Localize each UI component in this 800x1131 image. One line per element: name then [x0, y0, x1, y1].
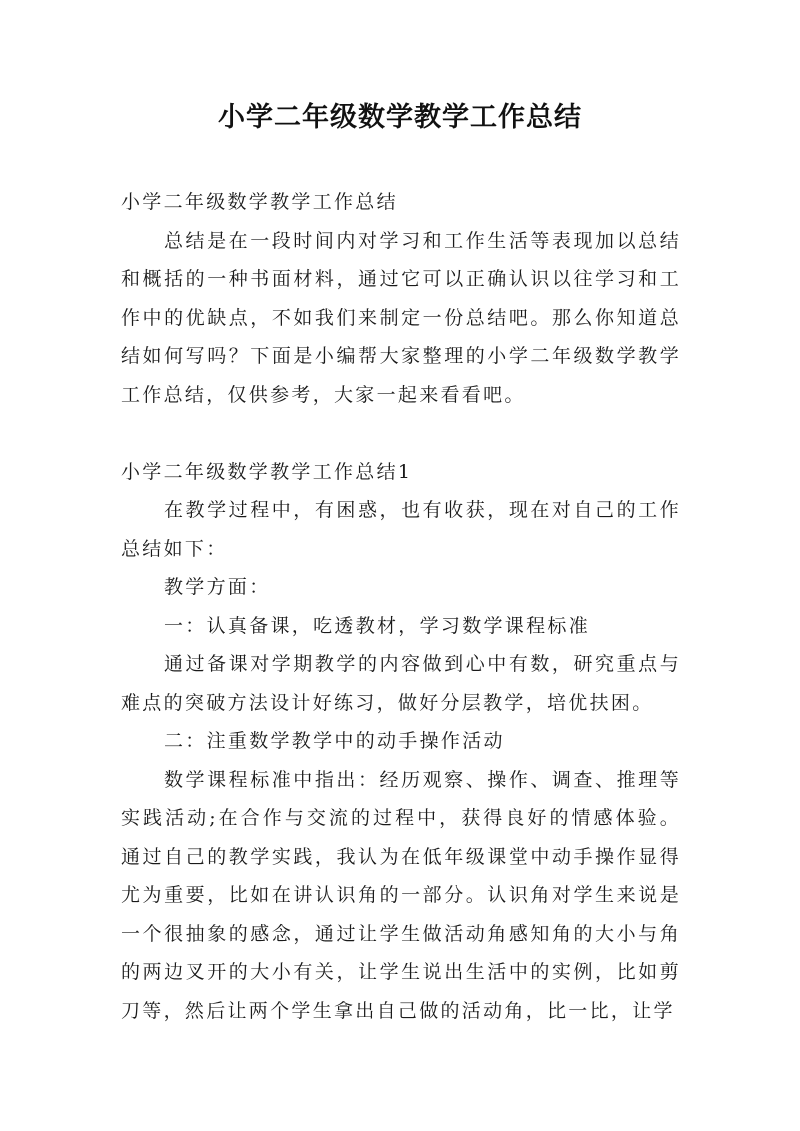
document-title: 小学二年级数学教学工作总结 [218, 102, 582, 133]
point-two-heading: 二：注重数学教学中的动手操作活动 [164, 730, 505, 752]
teaching-aspect-label: 教学方面： [164, 576, 271, 598]
section-opening-paragraph: 在教学过程中，有困惑，也有收获，现在对自己的工作总结如下： [121, 499, 681, 560]
point-two-paragraph: 数学课程标准中指出：经历观察、操作、调查、推理等实践活动;在合作与交流的过程中，获得良好的情感体验。通过自己的教学实践，我认为在低年级课堂中动手操作显得尤为重要，比如在讲认识角的一部分。认识角对学生来说是一个很抽象的感念，通过让学生做活动角感知角的大小与角的两边叉开的大小有关，让学生说出生活中的实例，比如剪刀等，然后让两个学生拿出自己做的活动角，比一比，让学 [121, 768, 681, 1022]
point-one-heading: 一：认真备课，吃透教材，学习数学课程标准 [164, 614, 591, 637]
section-heading: 小学二年级数学教学工作总结1 [121, 460, 413, 483]
paragraph-spacer [121, 414, 681, 453]
point-one-paragraph: 通过备课对学期教学的内容做到心中有数，研究重点与难点的突破方法设计好练习，做好分层教学，培优扶困。 [121, 653, 681, 714]
intro-heading: 小学二年级数学教学工作总结 [121, 191, 398, 213]
document-body [121, 183, 681, 1030]
intro-paragraph: 总结是在一段时间内对学习和工作生活等表现加以总结和概括的一种书面材料，通过它可以正确认识以往学习和工作中的优缺点，不如我们来制定一份总结吧。那么你知道总结如何写吗？下面是小编帮大家整理的小学二年级数学教学工作总结，仅供参考，大家一起来看看吧。 [121, 229, 681, 406]
